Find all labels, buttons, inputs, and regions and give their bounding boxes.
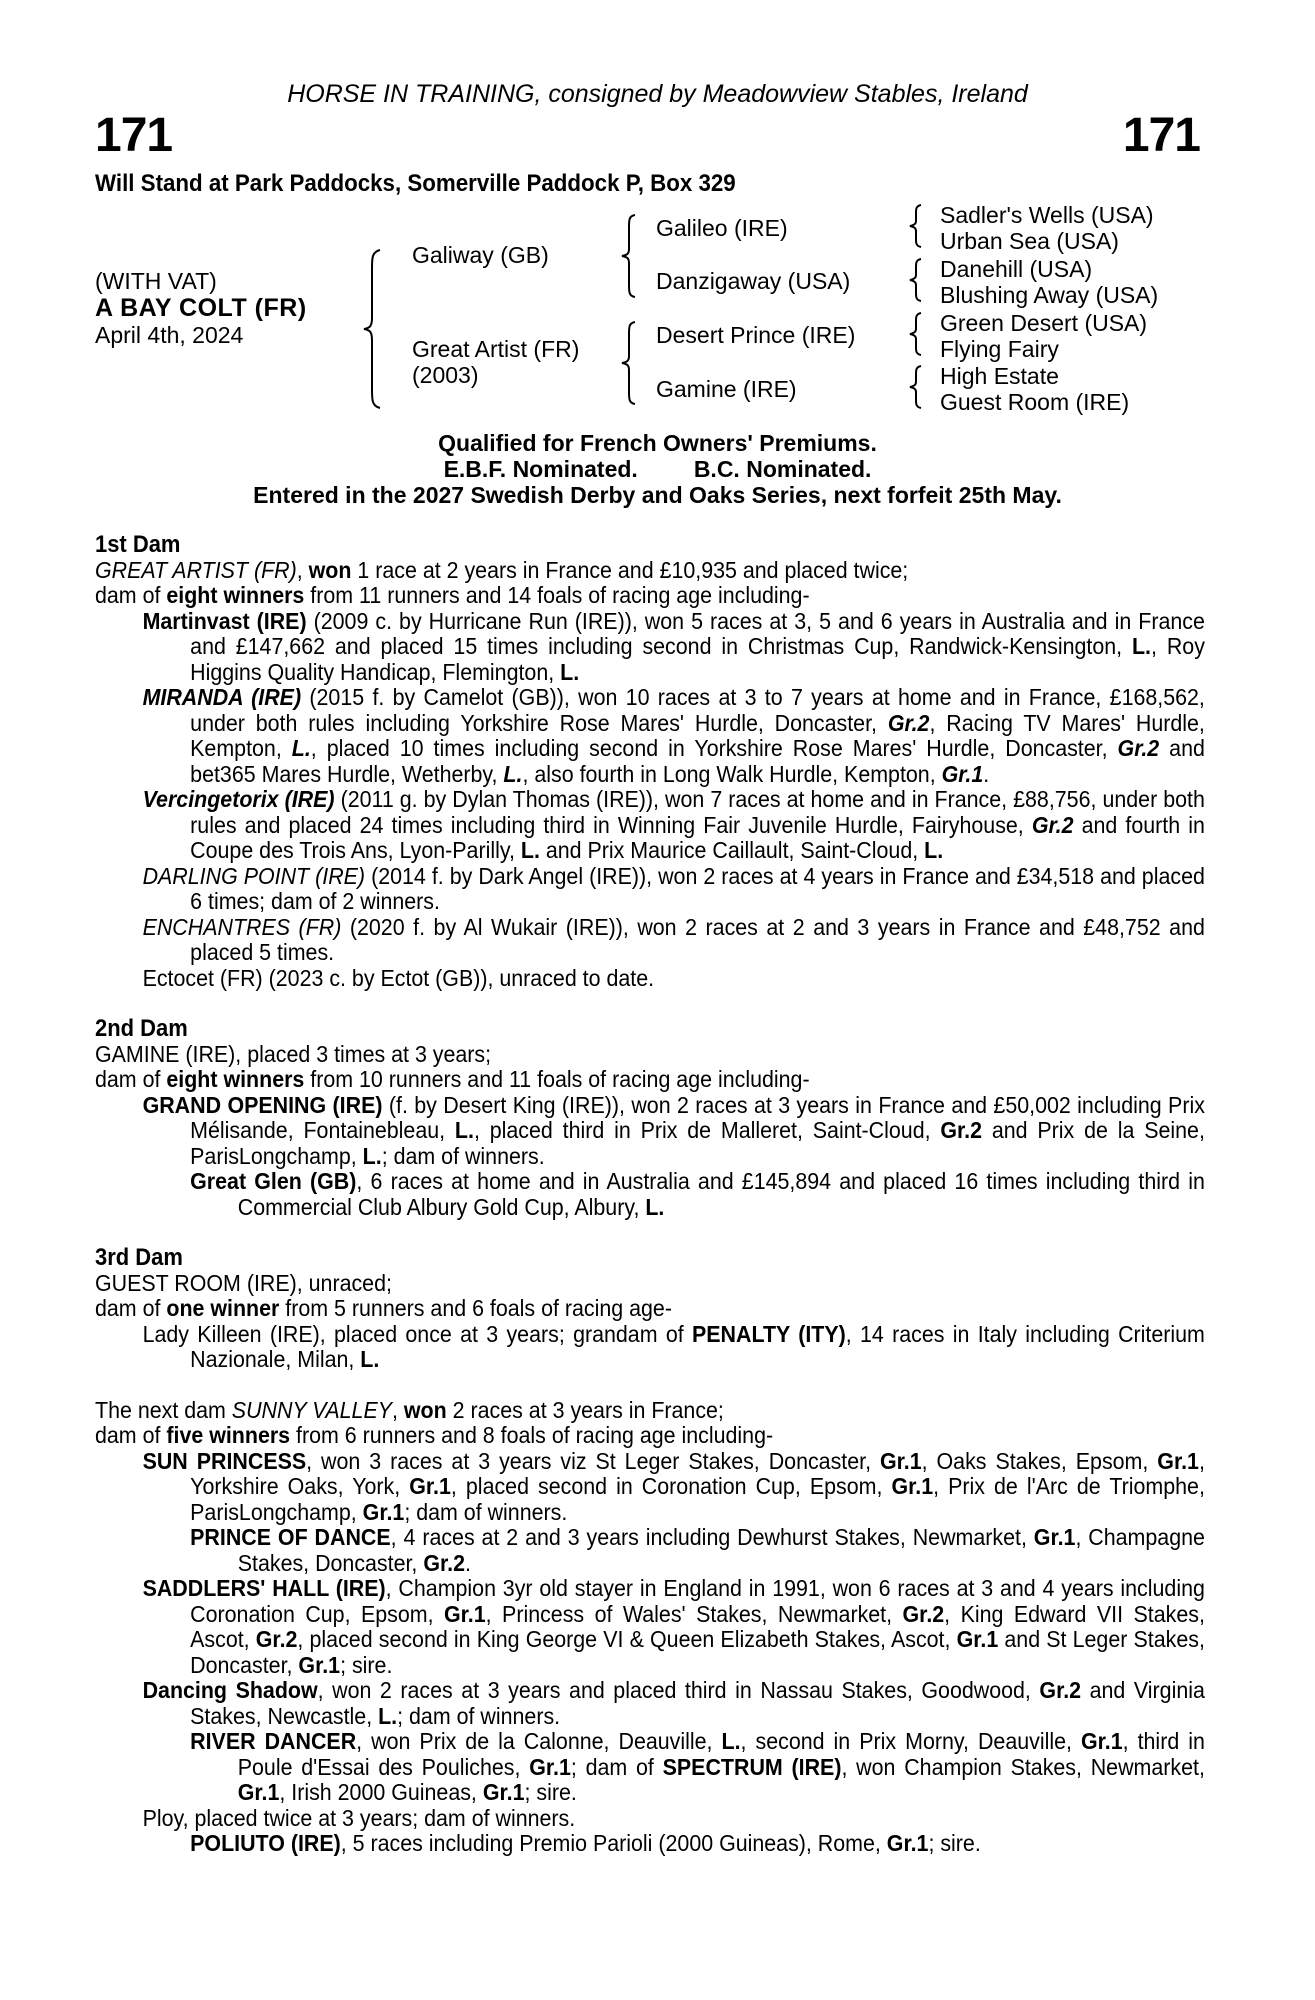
entry-text: and fourth in Coupe des Trois Ans, Lyon-Parilly, [190, 811, 1205, 863]
pedigree-entry [95, 1398, 1205, 1424]
pedigree-gen3-2: Urban Sea (USA) [940, 228, 1119, 254]
entry-text: , placed second in Coronation Cup, Epsom, [450, 1473, 892, 1499]
entry-text: ; dam of [570, 1753, 663, 1780]
emphasis-text: Gr.2 [887, 709, 930, 736]
emphasis-text: Dancing Shadow [142, 1677, 318, 1703]
entry-text: 1 race at 2 years in France and £10,935 and placed twice; [351, 556, 909, 583]
entry-text: from 6 runners and 8 foals of racing age including- [290, 1422, 774, 1448]
pedigree-sire-sire: Galileo (IRE) [656, 215, 788, 241]
emphasis-text: Gr.1 [879, 1447, 922, 1474]
pedigree-dam-year: (2003) [412, 362, 479, 388]
lot-number-right: 171 [1122, 109, 1200, 162]
emphasis-text: L. [291, 735, 311, 761]
entry-text: ; sire. [928, 1830, 981, 1856]
entry-text: , Irish 2000 Guineas, [279, 1779, 483, 1805]
entry-text: dam of [95, 1295, 167, 1321]
family-sections [95, 532, 1205, 1857]
emphasis-text: Gr.2 [423, 1549, 465, 1576]
emphasis-text: L. [1131, 633, 1152, 659]
entry-text: (2009 c. by Hurricane Run (IRE)), won 5 races at 3, 5 and 6 years in Australia and in France and £147,662 and placed 15 times including second in Christmas Cup, Randwick-Kensington, [190, 607, 1205, 659]
entry-text: , [392, 1396, 404, 1423]
emphasis-text: L. [503, 760, 523, 787]
pedigree-entry [190, 1831, 1205, 1857]
emphasis-text: L. [378, 1702, 398, 1729]
emphasis-text: Gr.1 [941, 760, 984, 787]
entry-text: and bet365 Mares Hurdle, Wetherby, [190, 735, 1205, 787]
entry-text: ; sire. [524, 1779, 577, 1805]
entry-text: from 5 runners and 6 foals of racing age- [279, 1295, 672, 1321]
section-spacer [95, 991, 1205, 1016]
pedigree-brace-g3-3 [908, 311, 924, 357]
entry-text: and Virginia Stakes, Newcastle, [190, 1677, 1205, 1729]
pedigree-dam [412, 336, 579, 388]
entry-text: from 10 runners and 11 foals of racing age including- [304, 1066, 810, 1092]
pedigree-brace-g3-2 [908, 257, 924, 303]
pedigree-brace-sire [620, 213, 638, 299]
vat-label: (WITH VAT) [95, 268, 217, 294]
emphasis-text: Gr.1 [1033, 1524, 1076, 1550]
emphasis-text: Gr.1 [956, 1626, 999, 1652]
entry-text: (f. by Desert King (IRE)), won 2 races at 3 years in France and £50,002 including Prix Mélisande, Fontainebleau, [190, 1091, 1205, 1143]
emphasis-text: PENALTY (ITY) [691, 1320, 846, 1347]
entry-text: , 5 races including Premio Parioli (2000 Guineas), Rome, [340, 1830, 887, 1856]
entry-text: (2014 f. by Dark Angel (IRE)), won 2 races at 4 years in France and £34,518 and placed 6 times; dam of 2 winners. [190, 862, 1205, 914]
emphasis-text: L. [520, 837, 540, 863]
consignor-heading: HORSE IN TRAINING, consigned by Meadowview Stables, Ireland [287, 80, 1028, 108]
entry-text: , King Edward VII Stakes, Ascot, [190, 1600, 1205, 1652]
emphasis-text: L. [721, 1728, 741, 1754]
emphasis-text: SPECTRUM (IRE) [662, 1753, 842, 1780]
emphasis-text: GRAND OPENING (IRE) [142, 1091, 383, 1118]
family-section [95, 1245, 1205, 1373]
pedigree-entry [143, 609, 1205, 686]
emphasis-text: Great Glen (GB) [190, 1168, 357, 1194]
pedigree-dam-name: Great Artist (FR) [412, 336, 580, 362]
emphasis-text: MIRANDA (IRE) [142, 684, 302, 710]
pedigree-gen3-4: Blushing Away (USA) [940, 282, 1159, 308]
entry-text: dam of [95, 582, 167, 608]
pedigree-entry [143, 966, 1205, 992]
pedigree-entry [143, 1449, 1205, 1526]
emphasis-text: Gr.2 [1039, 1677, 1082, 1703]
pedigree-entry [143, 1678, 1205, 1729]
entry-text: and St Leger Stakes, Doncaster, [190, 1626, 1205, 1678]
foaling-date: April 4th, 2024 [95, 322, 244, 348]
entry-text: , Champagne Stakes, Doncaster, [237, 1524, 1205, 1576]
entry-text: ; dam of winners. [404, 1498, 568, 1525]
entry-text: Ectocet (FR) (2023 c. by Ectot (GB)), unraced to date. [142, 964, 655, 991]
section-heading: 2nd Dam [95, 1015, 188, 1042]
emphasis-text: five winners [166, 1422, 291, 1448]
emphasis-text: Gr.1 [891, 1473, 934, 1499]
entry-text: , won Prix de la Calonne, Deauville, [356, 1728, 722, 1754]
emphasis-text: Gr.1 [1080, 1728, 1123, 1754]
pedigree-entry [95, 1067, 1205, 1093]
entry-text: ; dam of winners. [381, 1142, 545, 1169]
pedigree-entry [190, 1525, 1205, 1576]
family-section [95, 532, 1205, 991]
entry-text: , won 3 races at 3 years viz St Leger Stakes, Doncaster, [306, 1447, 880, 1474]
entry-text: ; dam of winners. [397, 1702, 561, 1729]
family-section [95, 1398, 1205, 1857]
section-spacer [95, 1220, 1205, 1245]
emphasis-text: Gr.1 [444, 1600, 486, 1627]
pedigree-brace-g3-4 [908, 364, 924, 410]
pedigree-entry [190, 1169, 1205, 1220]
pedigree-entry [143, 1806, 1205, 1832]
entry-text: (2015 f. by Camelot (GB)), won 10 races at 3 to 7 years at home and in France, £168,562, under both rules including Yorkshire Rose Mares' Hurdle, Doncaster, [190, 684, 1205, 736]
emphasis-text: Gr.2 [255, 1626, 298, 1652]
pedigree-sire: Galiway (GB) [412, 242, 549, 268]
entry-text: ENCHANTRES (FR) [142, 913, 342, 940]
entry-text: Ploy, placed twice at 3 years; dam of winners. [142, 1804, 576, 1831]
emphasis-text: won [308, 556, 352, 583]
entry-text: ; sire. [340, 1651, 393, 1678]
entry-text: . [464, 1549, 471, 1576]
emphasis-text: POLIUTO (IRE) [190, 1830, 341, 1856]
pedigree-entry [95, 1423, 1205, 1449]
entry-text: and Prix de la Seine, ParisLongchamp, [190, 1117, 1205, 1169]
section-heading: 3rd Dam [95, 1244, 183, 1271]
entry-text: , Yorkshire Oaks, York, [190, 1447, 1205, 1499]
emphasis-text: Gr.1 [482, 1779, 525, 1805]
emphasis-text: SUN PRINCESS [142, 1447, 307, 1474]
emphasis-text: SADDLERS' HALL (IRE) [142, 1575, 386, 1601]
emphasis-text: L. [454, 1117, 474, 1143]
pedigree-dam-dam: Gamine (IRE) [656, 376, 797, 402]
emphasis-text: Gr.1 [529, 1753, 571, 1780]
pedigree-entry [143, 787, 1205, 864]
pedigree-gen3-6: Flying Fairy [940, 336, 1059, 362]
pedigree-gen3-3: Danehill (USA) [940, 256, 1093, 282]
pedigree-entry [95, 1271, 1205, 1297]
premiums-note: Qualified for French Owners' Premiums. [438, 430, 877, 456]
emphasis-text: Gr.1 [237, 1779, 280, 1805]
pedigree-brace-main [362, 248, 384, 410]
stand-location: Will Stand at Park Paddocks, Somerville Paddock P, Box 329 [95, 170, 736, 197]
family-section [95, 1016, 1205, 1220]
pedigree-entry [143, 915, 1205, 966]
pedigree-gen3-1: Sadler's Wells (USA) [940, 202, 1154, 228]
entry-text: 2 races at 3 years in France; [446, 1396, 724, 1423]
emphasis-text: Gr.2 [1031, 811, 1074, 838]
entry-text: . [983, 760, 990, 787]
pedigree-entry [95, 583, 1205, 609]
nomination-notes [0, 456, 1315, 482]
entry-text: Lady Killeen (IRE), placed once at 3 years; grandam of [142, 1320, 692, 1347]
entry-text: The next dam [95, 1396, 232, 1423]
pedigree-gen3-5: Green Desert (USA) [940, 310, 1148, 336]
entry-text: , won 2 races at 3 years and placed third in Nassau Stakes, Goodwood, [317, 1677, 1040, 1703]
entry-text: GAMINE (IRE), placed 3 times at 3 years; [95, 1040, 492, 1067]
pedigree-entry [143, 685, 1205, 787]
entry-text: (2020 f. by Al Wukair (IRE)), won 2 races at 2 and 3 years in France and £48,752 and placed 5 times. [190, 913, 1205, 965]
pedigree-dam-sire: Desert Prince (IRE) [656, 322, 856, 348]
derby-entry-note: Entered in the 2027 Swedish Derby and Oaks Series, next forfeit 25th May. [253, 482, 1062, 508]
entry-text: , second in Prix Morny, Deauville, [740, 1728, 1081, 1754]
entry-text: , Champion 3yr old stayer in England in 1991, won 6 races at 3 and 4 years including Coronation Cup, Epsom, [190, 1575, 1205, 1627]
emphasis-text: Gr.1 [298, 1651, 341, 1678]
emphasis-text: Gr.2 [1117, 735, 1160, 761]
pedigree-gen3-7: High Estate [940, 363, 1059, 389]
pedigree-entry [143, 864, 1205, 915]
emphasis-text: Martinvast (IRE) [142, 607, 307, 634]
section-heading: 1st Dam [95, 531, 181, 558]
entry-text: , Princess of Wales' Stakes, Newmarket, [485, 1600, 903, 1627]
entry-notes [0, 430, 1315, 508]
family-details [95, 532, 1205, 1857]
emphasis-text: L. [924, 837, 944, 863]
emphasis-text: L. [645, 1193, 665, 1220]
entry-text: , 14 races in Italy including Criterium Nazionale, Milan, [190, 1320, 1205, 1372]
entry-text: GUEST ROOM (IRE), unraced; [95, 1269, 392, 1296]
entry-text: , third in Poule d'Essai des Pouliches, [237, 1728, 1205, 1780]
pedigree-gen3-8: Guest Room (IRE) [940, 389, 1130, 415]
entry-text: dam of [95, 1066, 167, 1092]
entry-text: and Prix Maurice Caillault, Saint-Cloud, [539, 837, 925, 863]
ebf-note: E.B.F. Nominated. [443, 456, 638, 482]
entry-text: DARLING POINT (IRE) [142, 862, 366, 889]
lot-number-left: 171 [95, 109, 173, 162]
emphasis-text: L. [360, 1346, 380, 1372]
pedigree-entry [95, 558, 1205, 584]
horse-name: A BAY COLT (FR) [95, 294, 307, 322]
emphasis-text: eight winners [166, 582, 305, 608]
emphasis-text: L. [560, 658, 580, 685]
entry-text: , [296, 556, 309, 583]
entry-text: from 11 runners and 14 foals of racing age including- [304, 582, 810, 608]
entry-text: , placed second in King George VI & Queen Elizabeth Stakes, Ascot, [297, 1626, 957, 1652]
emphasis-text: Vercingetorix (IRE) [142, 786, 335, 812]
emphasis-text: Gr.1 [1157, 1447, 1199, 1474]
pedigree-brace-dam [620, 320, 638, 406]
entry-text: (2011 g. by Dylan Thomas (IRE)), won 7 races at home and in France, £88,756, under both rules and placed 24 times including third in Winning Fair Juvenile Hurdle, Fairyhouse, [190, 786, 1205, 838]
entry-text: , 4 races at 2 and 3 years including Dewhurst Stakes, Newmarket, [390, 1524, 1034, 1550]
section-spacer [95, 1373, 1205, 1398]
pedigree-entry [143, 1093, 1205, 1170]
pedigree-entry [95, 1042, 1205, 1068]
pedigree-sire-dam: Danzigaway (USA) [656, 268, 851, 294]
emphasis-text: PRINCE OF DANCE [190, 1524, 391, 1550]
pedigree-entry [143, 1322, 1205, 1373]
bc-note: B.C. Nominated. [693, 456, 872, 482]
entry-text: , placed third in Prix de Malleret, Saint-Cloud, [473, 1117, 941, 1143]
emphasis-text: Gr.1 [409, 1473, 451, 1499]
entry-text: , Prix de l'Arc de Triomphe, ParisLongchamp, [190, 1473, 1205, 1525]
emphasis-text: one winner [166, 1295, 280, 1321]
emphasis-text: Gr.1 [886, 1830, 929, 1856]
entry-text: , won Champion Stakes, Newmarket, [841, 1753, 1205, 1780]
emphasis-text: eight winners [166, 1066, 305, 1092]
pedigree-entry [190, 1729, 1205, 1806]
emphasis-text: won [403, 1396, 447, 1423]
horse-info [95, 268, 307, 349]
emphasis-text: Gr.2 [940, 1117, 983, 1143]
entry-text: , also fourth in Long Walk Hurdle, Kempton, [522, 760, 942, 787]
entry-text: , Oaks Stakes, Epsom, [921, 1447, 1158, 1474]
pedigree-entry [95, 1296, 1205, 1322]
pedigree-brace-g3-1 [908, 203, 924, 249]
emphasis-text: RIVER DANCER [190, 1728, 357, 1754]
entry-text: , Roy Higgins Quality Handicap, Flemington, [190, 633, 1205, 685]
emphasis-text: Gr.2 [902, 1600, 945, 1627]
pedigree-entry [143, 1576, 1205, 1678]
entry-text: , Racing TV Mares' Hurdle, Kempton, [190, 709, 1205, 761]
emphasis-text: L. [362, 1142, 382, 1169]
entry-text: dam of [95, 1422, 167, 1448]
emphasis-text: Gr.1 [362, 1498, 405, 1525]
entry-text: GREAT ARTIST (FR) [95, 556, 297, 583]
entry-text: , placed 10 times including second in Yorkshire Rose Mares' Hurdle, Doncaster, [310, 735, 1118, 761]
entry-text: SUNNY VALLEY [231, 1396, 393, 1423]
entry-text: , 6 races at home and in Australia and £145,894 and placed 16 times including third in Commercial Club Albury Gold Cup, Albury, [237, 1168, 1205, 1220]
